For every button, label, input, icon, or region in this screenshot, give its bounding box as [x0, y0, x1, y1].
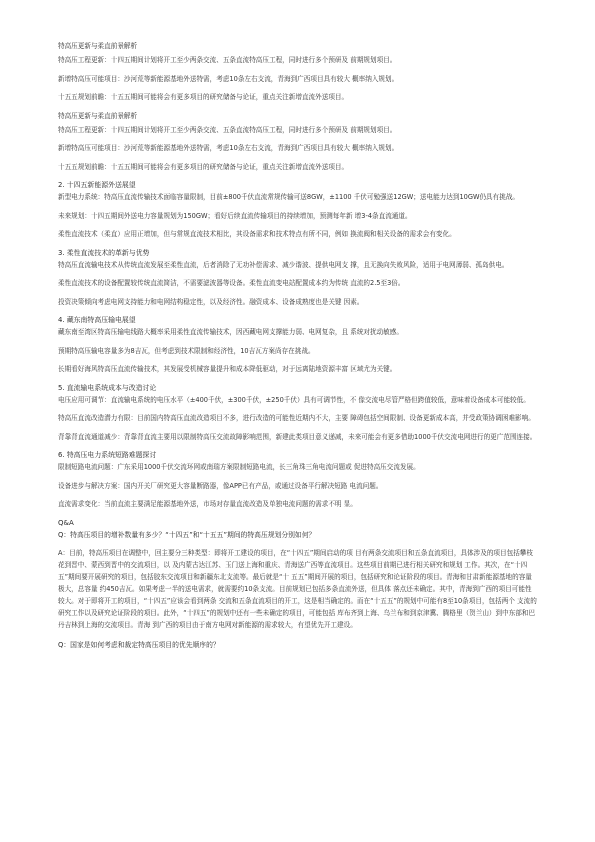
paragraph: 藏东南至湾区特高压输电线路大概率采用柔性直流传输技术，因西藏电网支撑能力弱、电网复杂，且 系统对扰动敏感。	[58, 328, 403, 336]
paragraph: 特高压直流改造潜力有限：目前国内特高压直流改造项目不多，进行改造的可能性近期内不大，主要 障碍包括空间限制、设备更新成本高，并受政策协调困难影响。	[58, 414, 535, 422]
intro-section-b	[58, 110, 538, 173]
paragraph: 特高压工程更新：十四五期间计划将开工至少两条交流、五条直流特高压工程，同时进行多个预研及 前期规划项目。	[58, 56, 397, 64]
paragraph: 柔性直流技术的设备配置较传统直流简洁，不需要滤波器等设备。柔性直流变电站配置成本约为传统 直流的2.5至3倍。	[58, 279, 405, 287]
section-5	[58, 382, 538, 443]
question: Q：国家是如何考虑和裁定特高压项目的优先顺序的？	[58, 640, 220, 649]
paragraph: 预期特高压输电容量多为8吉瓦，但考虑到技术限制和经济性，10吉瓦方案尚存在挑战。	[58, 346, 315, 355]
paragraph: 长期看好海风特高压直流传输技术，其发展受机械容量提升和成本降低驱动，对于远离陆地资源丰富 区域尤为关键。	[58, 365, 397, 373]
paragraph: 特高压直流输电技术从传统直流发展至柔性直流，后者消除了无功补偿需求、减少谐波、提供电网支 撑，且无换向失败风险，适用于电网薄弱、孤岛供电。	[58, 260, 509, 269]
paragraph: 十五五规划前瞻：十五五期间可能将会有更多项目的研究储备与论证，重点关注新增直流外送项目。	[58, 162, 349, 171]
document-page	[58, 40, 538, 657]
question: Q：特高压项目的增补数量有多少？“十四五”和“十五五”期间的特高压规划分别如何？	[58, 530, 316, 539]
paragraph: 电压应用可调节：直流输电系统的电压水平（±400千伏，±300千伏，±250千伏）具有可调节性，不 像交流电尽管严格但跨值较低，意味着设备成本可能较低。	[58, 395, 530, 404]
section-title: 特高压更新与柔直前景解析	[58, 111, 138, 120]
section-heading: 3. 柔性直流技术的革新与优势	[58, 248, 150, 257]
section-title: 特高压更新与柔直前景解析	[58, 42, 138, 50]
paragraph: 特高压工程更新：十四五期间计划将开工至少两条交流、五条直流特高压工程，同时进行多个预研及 前期规划项目。	[58, 125, 397, 134]
section-4	[58, 314, 538, 375]
paragraph: 柔性直流技术（柔直）应用正增加，但与常规直流技术相比，其设备需求和技术特点有所不同，例如 换流阀和相关设备的需求会有变化。	[58, 230, 456, 238]
qa-title: Q&A	[58, 518, 74, 527]
intro-section-a	[58, 40, 538, 103]
section-heading: 5. 直流输电系统成本与改造讨论	[58, 383, 157, 392]
qa-section	[58, 517, 538, 651]
answer: A：目前，特高压项目在调整中，回主要分三种类型：即将开工建设的项目，在“十四五”期间启动的项 目有两条交流项目和五条直流项目，具体涉及的项目包括攀枝花到晋中、蒙西到晋中的交流项目，以 及内蒙古达江苏、玉门送上海和重庆、青海送广西等直流项目。这些项目前期已进行相关研究和规划 工作。其次，在“十四五”期间要开展研究的项目，包括胶东交流项目和新疆东北支流等。最后就是“十 五五”期间开展的项目，包括研究和论证阶段的项目。青海和甘肃新能源基地的容量极大，总容量 约450吉瓦。如果考虑一半的送电需求，就需要约10条支流。目前规划已包括多条直流外送，但具体 落点还未确定。其中，青海到广西的项目可能性较大。对于即将开工的项目，“十四五”应该会看到两条 交流和五条直流项目的开工，这是相当确定的。而在“十五五”的规划中可能有8至10条项目，包括两个 支流的研究工作以及研究论证阶段的项目。此外，“十四五”的规划中还有一些未确定的项目，可能包括 库布齐到上海、乌兰布和到京津冀、腾格里（贺兰山）到中东部和巴丹吉林到上海的交流项目。青海 到广西的项目由于南方电网对新能源的需求较大，有望优先开工建设。	[58, 548, 537, 629]
paragraph: 限制短路电流问题：广东采用1000千伏交流环网或南瑞方案限制短路电流，长三角珠三角电流问题或 促进特高压交流发展。	[58, 463, 420, 471]
section-heading: 6. 特高压电力系统短路难题探讨	[58, 451, 157, 459]
paragraph: 新增特高压可能项目：沙河荒等新能源基地外送特需，考虑10条左右支流，青海到广西项目具有较大 概率纳入规划。	[58, 144, 399, 152]
paragraph: 新型电力系统：特高压直流传输技术面临容量限制，目前±800千伏直流常规传输可送8GW，±1100 千伏可勉强送12GW；送电能力达到10GW仍具有挑战。	[58, 193, 520, 201]
paragraph: 设备进步与解决方案：国内开关厂研究更大容量断路器，像APP已有产品，或通过设备平行解决短路 电流问题。	[58, 481, 383, 490]
section-3	[58, 247, 538, 308]
paragraph: 新增特高压可能项目：沙河荒等新能源基地外送特需，考虑10条左右支流，青海到广西项目具有较大 概率纳入规划。	[58, 74, 399, 83]
section-heading: 2. 十四五新能源外送展望	[58, 181, 136, 189]
paragraph: 投资决策倾向考虑电网支持能力和电网结构稳定性，以及经济性。融资成本、设备成熟度也是关键 因素。	[58, 297, 364, 306]
section-6	[58, 449, 538, 510]
paragraph: 背靠背直流通道减少：背靠背直流主要用以限制特高压交流故障影响范围，新建此类项目意义递减，未来可能会有更多借助1000千伏交流电网进行的更广范围连接。	[58, 432, 537, 441]
paragraph: 未来规划：十四五期间外送电力容量规划为150GW；看好后续直流传输项目的持续增加，预测每年新 增3-4条直流通道。	[58, 211, 412, 220]
section-2	[58, 179, 538, 240]
section-heading: 4. 藏东南特高压输电展望	[58, 316, 136, 324]
paragraph: 直流需求变化：当前直流主要满足能源基地外送，市场对存量直流改造及单独电流问题的需求不明 显。	[58, 500, 357, 508]
paragraph: 十五五规划前瞻：十五五期间可能将会有更多项目的研究储备与论证，重点关注新增直流外送项目。	[58, 93, 349, 101]
